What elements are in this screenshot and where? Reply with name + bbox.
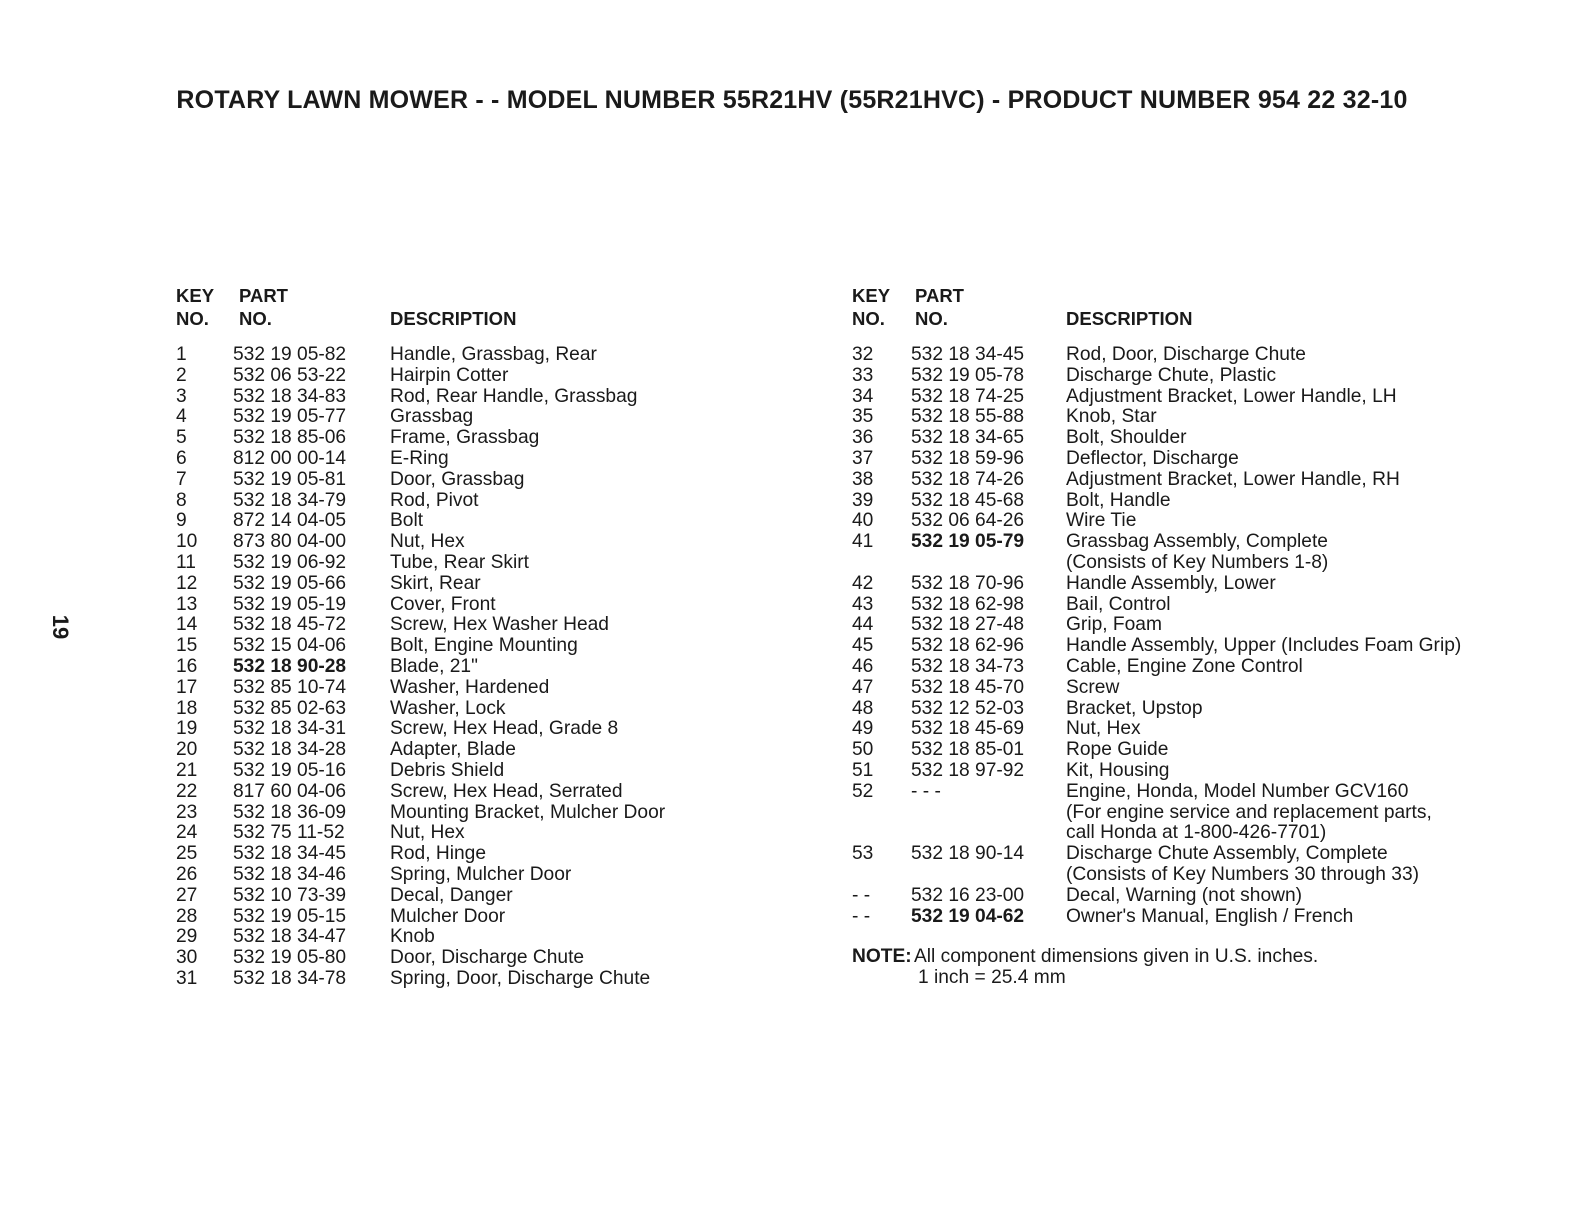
description: Hairpin Cotter	[390, 364, 509, 386]
part-no: 532 18 27-48	[911, 614, 1025, 636]
description: Screw, Hex Head, Grade 8	[390, 718, 619, 740]
description: Blade, 21"	[390, 655, 478, 677]
header-part: PART	[239, 285, 288, 306]
key-no: 36	[852, 427, 874, 449]
part-no: 532 18 45-72	[233, 614, 347, 636]
table-row	[176, 532, 736, 553]
key-no: 5	[176, 427, 187, 449]
table-row	[176, 719, 736, 740]
key-no: 28	[176, 905, 198, 927]
part-no: 873 80 04-00	[233, 531, 347, 553]
key-no: 25	[176, 843, 198, 865]
page-title: ROTARY LAWN MOWER - - MODEL NUMBER 55R21HV (55R21HVC) - PRODUCT NUMBER 954 22 32-10	[176, 86, 1408, 114]
description: Discharge Chute Assembly, Complete	[1066, 843, 1388, 865]
header-description: DESCRIPTION	[390, 308, 517, 329]
table-row	[852, 615, 1512, 636]
table-row	[176, 491, 736, 512]
part-no: 532 18 74-26	[911, 468, 1025, 490]
table-row	[176, 699, 736, 720]
key-no: 33	[852, 364, 874, 386]
part-no: 532 10 73-39	[233, 884, 347, 906]
description: Rod, Door, Discharge Chute	[1066, 344, 1306, 365]
part-no: 532 18 34-46	[233, 863, 347, 885]
key-no: 39	[852, 489, 874, 511]
parts-list-left	[176, 286, 736, 990]
table-row	[176, 678, 736, 699]
part-no: 532 18 34-78	[233, 967, 347, 989]
table-row	[852, 865, 1512, 886]
table-row	[176, 345, 736, 366]
key-no: 16	[176, 655, 198, 677]
header-part: PART	[915, 285, 964, 306]
table-row	[176, 761, 736, 782]
key-no: 35	[852, 406, 874, 428]
table-row	[852, 678, 1512, 699]
description: Adapter, Blade	[390, 739, 516, 761]
key-no: 53	[852, 843, 874, 865]
part-no: 532 18 55-88	[911, 406, 1025, 428]
part-no: 532 18 45-70	[911, 676, 1025, 698]
table-row	[852, 345, 1512, 366]
description: Adjustment Bracket, Lower Handle, RH	[1066, 468, 1400, 490]
key-no: 21	[176, 759, 198, 781]
table-header	[852, 286, 1512, 336]
parts-list-right	[852, 286, 1512, 991]
key-no: 29	[176, 926, 198, 948]
table-row	[852, 532, 1512, 553]
part-no: 532 19 05-15	[233, 905, 347, 927]
table-row	[176, 782, 736, 803]
description: Cover, Front	[390, 593, 496, 615]
part-no: 532 06 53-22	[233, 364, 347, 386]
description: Screw	[1066, 676, 1120, 698]
description: Handle Assembly, Lower	[1066, 572, 1276, 594]
table-row	[176, 927, 736, 948]
description: Grassbag	[390, 406, 474, 428]
part-no: 532 06 64-26	[911, 510, 1025, 532]
part-no: 532 85 02-63	[233, 697, 347, 719]
note	[852, 947, 1512, 991]
header-key: KEY	[852, 285, 891, 306]
description: (Consists of Key Numbers 30 through 33)	[1066, 863, 1420, 885]
description: Nut, Hex	[390, 531, 465, 553]
key-no: 48	[852, 697, 874, 719]
key-no: 51	[852, 759, 874, 781]
table-row	[852, 491, 1512, 512]
key-no: 23	[176, 801, 198, 823]
part-no: 532 18 34-45	[911, 344, 1025, 365]
description: Bolt, Handle	[1066, 489, 1171, 511]
table-row	[852, 553, 1512, 574]
part-no: 532 18 59-96	[911, 447, 1025, 469]
description: Nut, Hex	[1066, 718, 1141, 740]
description: Rope Guide	[1066, 739, 1169, 761]
part-no: 532 19 05-82	[233, 344, 347, 365]
key-no: 17	[176, 676, 198, 698]
part-no: - - -	[911, 780, 941, 802]
key-no: - -	[852, 905, 871, 927]
key-no: 6	[176, 447, 187, 469]
table-row	[176, 865, 736, 886]
part-no: 532 18 34-47	[233, 926, 347, 948]
table-row	[176, 657, 736, 678]
description: Debris Shield	[390, 759, 505, 781]
table-row	[852, 740, 1512, 761]
part-no: 532 18 85-01	[911, 739, 1025, 761]
description: Mulcher Door	[390, 905, 506, 927]
header-key: KEY	[176, 285, 215, 306]
key-no: 24	[176, 822, 198, 844]
part-no: 532 18 45-69	[911, 718, 1025, 740]
description: Bracket, Upstop	[1066, 697, 1203, 719]
table-row	[176, 823, 736, 844]
description: Discharge Chute, Plastic	[1066, 364, 1277, 386]
table-row	[852, 366, 1512, 387]
key-no: 1	[176, 344, 187, 365]
description: Deflector, Discharge	[1066, 447, 1239, 469]
key-no: 52	[852, 780, 874, 802]
header-part-no: NO.	[239, 308, 272, 329]
part-no: 532 16 23-00	[911, 884, 1025, 906]
table-row	[852, 595, 1512, 616]
table-row	[852, 449, 1512, 470]
part-no: 532 18 36-09	[233, 801, 347, 823]
table-row	[176, 886, 736, 907]
description: Rod, Rear Handle, Grassbag	[390, 385, 638, 407]
table-row	[176, 969, 736, 990]
part-no: 532 18 74-25	[911, 385, 1025, 407]
table-row	[852, 428, 1512, 449]
key-no: 38	[852, 468, 874, 490]
table-row	[176, 740, 736, 761]
description: Owner's Manual, English / French	[1066, 905, 1354, 927]
key-no: 30	[176, 947, 198, 969]
part-no: 532 18 34-73	[911, 655, 1025, 677]
part-no: 532 19 05-80	[233, 947, 347, 969]
part-no: 532 19 04-62	[911, 905, 1025, 927]
description: Handle Assembly, Upper (Includes Foam Grip)	[1066, 635, 1462, 657]
table-row	[176, 615, 736, 636]
key-no: 18	[176, 697, 198, 719]
key-no: 27	[176, 884, 198, 906]
table-row	[852, 470, 1512, 491]
part-no: 532 12 52-03	[911, 697, 1025, 719]
description: Bail, Control	[1066, 593, 1171, 615]
part-no: 532 18 90-14	[911, 843, 1025, 865]
part-no: 532 19 05-19	[233, 593, 347, 615]
key-no: 32	[852, 344, 874, 365]
part-no: 532 18 85-06	[233, 427, 347, 449]
table-row	[852, 574, 1512, 595]
description: Nut, Hex	[390, 822, 465, 844]
description: Bolt	[390, 510, 424, 532]
key-no: 47	[852, 676, 874, 698]
part-no: 532 18 70-96	[911, 572, 1025, 594]
note-text: All component dimensions given in U.S. inches.	[914, 946, 1319, 968]
key-no: 13	[176, 593, 198, 615]
part-no: 532 75 11-52	[233, 822, 345, 844]
parts-rows-right	[852, 345, 1512, 927]
description: Bolt, Engine Mounting	[390, 635, 578, 657]
table-row	[176, 553, 736, 574]
part-no: 532 18 90-28	[233, 655, 347, 677]
description: Mounting Bracket, Mulcher Door	[390, 801, 666, 823]
header-key-no: NO.	[176, 308, 209, 329]
table-row	[852, 844, 1512, 865]
description: E-Ring	[390, 447, 449, 469]
description: Door, Grassbag	[390, 468, 525, 490]
table-row	[852, 636, 1512, 657]
description: Knob, Star	[1066, 406, 1157, 428]
table-row	[852, 886, 1512, 907]
parts-rows-left	[176, 345, 736, 990]
key-no: 40	[852, 510, 874, 532]
part-no: 532 19 05-81	[233, 468, 347, 490]
key-no: 46	[852, 655, 874, 677]
key-no: 50	[852, 739, 874, 761]
part-no: 532 19 06-92	[233, 551, 347, 573]
header-description: DESCRIPTION	[1066, 308, 1193, 329]
table-row	[852, 803, 1512, 824]
key-no: 37	[852, 447, 874, 469]
key-no: 31	[176, 967, 198, 989]
table-row	[176, 948, 736, 969]
key-no: 4	[176, 406, 187, 428]
description: Decal, Danger	[390, 884, 513, 906]
description: Grassbag Assembly, Complete	[1066, 531, 1328, 553]
part-no: 532 18 34-65	[911, 427, 1025, 449]
part-no: 532 18 62-96	[911, 635, 1025, 657]
key-no: 49	[852, 718, 874, 740]
key-no: 12	[176, 572, 198, 594]
key-no: 20	[176, 739, 198, 761]
table-row	[852, 907, 1512, 928]
key-no: 44	[852, 614, 874, 636]
key-no: 14	[176, 614, 198, 636]
description: Skirt, Rear	[390, 572, 481, 594]
description: Decal, Warning (not shown)	[1066, 884, 1303, 906]
table-row	[176, 636, 736, 657]
description: Cable, Engine Zone Control	[1066, 655, 1303, 677]
table-row	[176, 574, 736, 595]
note-label: NOTE:	[852, 946, 912, 968]
part-no: 817 60 04-06	[233, 780, 347, 802]
key-no: 41	[852, 531, 874, 553]
description: Wire Tie	[1066, 510, 1137, 532]
description: Spring, Door, Discharge Chute	[390, 967, 651, 989]
description: Rod, Pivot	[390, 489, 479, 511]
part-no: 872 14 04-05	[233, 510, 347, 532]
description: Tube, Rear Skirt	[390, 551, 529, 573]
table-row	[176, 907, 736, 928]
key-no: 7	[176, 468, 187, 490]
key-no: 19	[176, 718, 198, 740]
description: Door, Discharge Chute	[390, 947, 585, 969]
part-no: 812 00 00-14	[233, 447, 347, 469]
part-no: 532 18 62-98	[911, 593, 1025, 615]
table-row	[176, 595, 736, 616]
table-row	[852, 657, 1512, 678]
description: call Honda at 1-800-426-7701)	[1066, 822, 1327, 844]
header-key-no: NO.	[852, 308, 885, 329]
key-no: 3	[176, 385, 187, 407]
table-row	[852, 782, 1512, 803]
description: Bolt, Shoulder	[1066, 427, 1187, 449]
description: (For engine service and replacement parts,	[1066, 801, 1432, 823]
table-row	[176, 511, 736, 532]
description: Washer, Lock	[390, 697, 506, 719]
description: Frame, Grassbag	[390, 427, 540, 449]
part-no: 532 19 05-16	[233, 759, 347, 781]
description: Kit, Housing	[1066, 759, 1170, 781]
part-no: 532 85 10-74	[233, 676, 347, 698]
table-row	[176, 803, 736, 824]
table-row	[852, 823, 1512, 844]
part-no: 532 15 04-06	[233, 635, 347, 657]
key-no: 26	[176, 863, 198, 885]
part-no: 532 18 45-68	[911, 489, 1025, 511]
key-no: 2	[176, 364, 187, 386]
table-row	[852, 511, 1512, 532]
key-no: 11	[176, 551, 196, 573]
table-row	[852, 387, 1512, 408]
table-row	[176, 366, 736, 387]
table-row	[176, 428, 736, 449]
header-part-no: NO.	[915, 308, 948, 329]
part-no: 532 18 34-79	[233, 489, 347, 511]
table-row	[176, 449, 736, 470]
part-no: 532 18 97-92	[911, 759, 1025, 781]
page-number: 19	[48, 614, 74, 640]
description: Rod, Hinge	[390, 843, 486, 865]
key-no: 10	[176, 531, 198, 553]
key-no: 15	[176, 635, 198, 657]
description: Knob	[390, 926, 435, 948]
description: Handle, Grassbag, Rear	[390, 344, 597, 365]
part-no: 532 18 34-83	[233, 385, 347, 407]
table-row	[176, 844, 736, 865]
note-conversion: 1 inch = 25.4 mm	[918, 967, 1066, 989]
description: Adjustment Bracket, Lower Handle, LH	[1066, 385, 1397, 407]
part-no: 532 18 34-28	[233, 739, 347, 761]
table-header	[176, 286, 736, 336]
key-no: - -	[852, 884, 871, 906]
description: (Consists of Key Numbers 1-8)	[1066, 551, 1329, 573]
key-no: 34	[852, 385, 874, 407]
part-no: 532 18 34-31	[233, 718, 347, 740]
part-no: 532 19 05-66	[233, 572, 347, 594]
table-row	[852, 407, 1512, 428]
description: Screw, Hex Head, Serrated	[390, 780, 623, 802]
part-no: 532 19 05-78	[911, 364, 1025, 386]
description: Washer, Hardened	[390, 676, 550, 698]
key-no: 43	[852, 593, 874, 615]
part-no: 532 18 34-45	[233, 843, 347, 865]
description: Grip, Foam	[1066, 614, 1162, 636]
table-row	[176, 470, 736, 491]
key-no: 42	[852, 572, 874, 594]
key-no: 45	[852, 635, 874, 657]
table-row	[852, 699, 1512, 720]
part-no: 532 19 05-79	[911, 531, 1025, 553]
description: Screw, Hex Washer Head	[390, 614, 609, 636]
description: Spring, Mulcher Door	[390, 863, 572, 885]
table-row	[176, 407, 736, 428]
key-no: 22	[176, 780, 198, 802]
table-row	[852, 719, 1512, 740]
part-no: 532 19 05-77	[233, 406, 347, 428]
description: Engine, Honda, Model Number GCV160	[1066, 780, 1409, 802]
key-no: 8	[176, 489, 187, 511]
table-row	[852, 761, 1512, 782]
key-no: 9	[176, 510, 187, 532]
table-row	[176, 387, 736, 408]
